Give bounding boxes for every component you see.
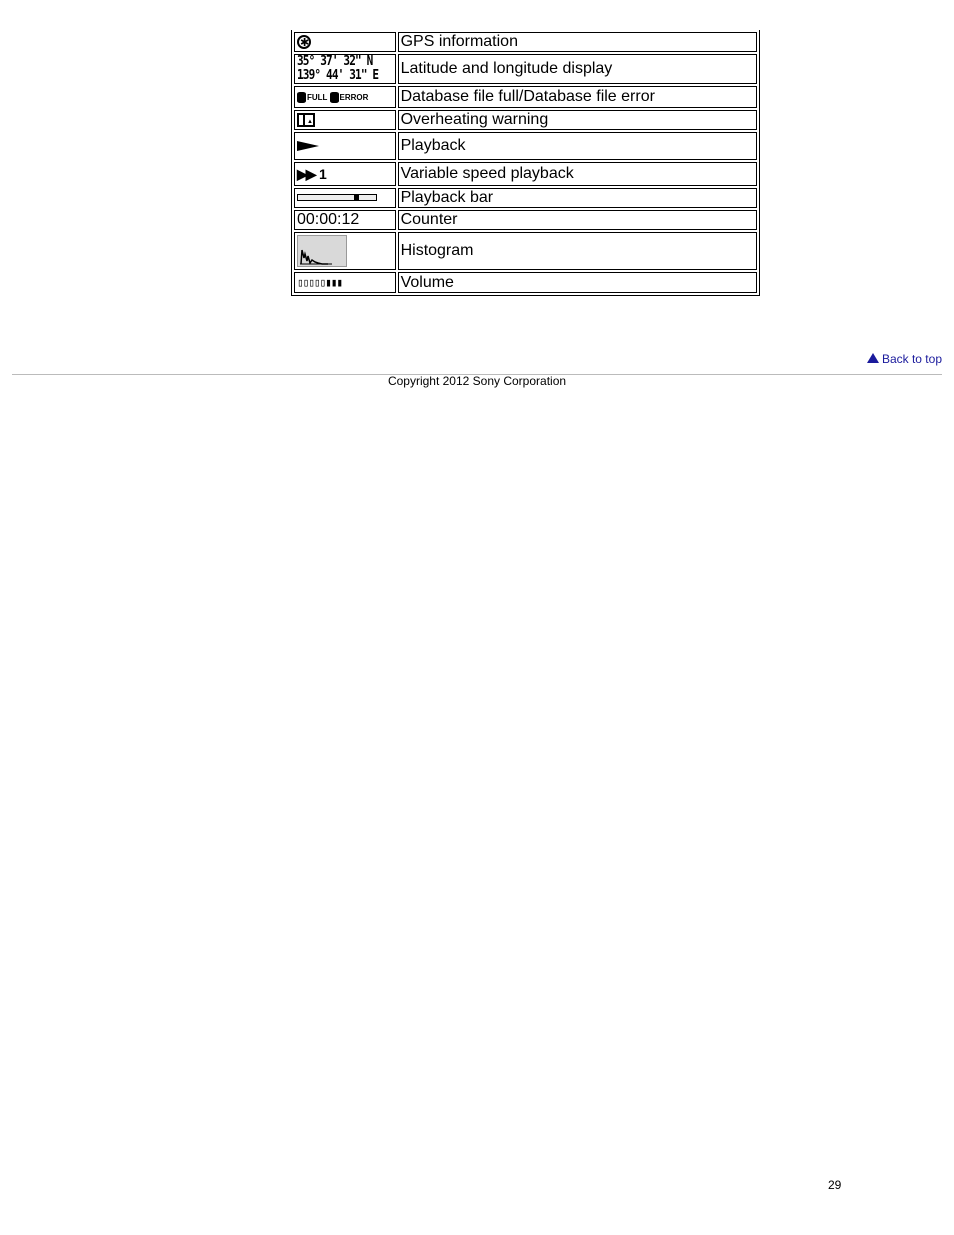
playback-bar-thumb xyxy=(354,194,359,201)
database-icon xyxy=(330,92,339,103)
copyright-label: Copyright 2012 Sony Corporation xyxy=(387,374,567,388)
icon-cell xyxy=(294,32,396,52)
icon-cell xyxy=(294,188,396,208)
icon-cell xyxy=(294,110,396,130)
icon-cell xyxy=(294,162,396,186)
counter-value: 00:00:12 xyxy=(294,210,396,230)
table-row xyxy=(294,162,757,186)
icon-cell xyxy=(294,132,396,160)
table-row xyxy=(294,32,757,52)
db-full-label: FULL xyxy=(307,93,328,102)
description-cell: Histogram xyxy=(398,232,757,270)
page-number: 29 xyxy=(828,1178,842,1192)
copyright-text xyxy=(0,374,954,388)
table-row xyxy=(294,110,757,130)
table-row xyxy=(294,210,757,230)
icon-table xyxy=(291,30,760,296)
speed-number: 1 xyxy=(319,165,325,182)
description-cell: GPS information xyxy=(398,32,757,52)
icon-cell xyxy=(294,86,396,108)
overheating-icon xyxy=(297,113,315,127)
volume-icon: ▯▯▯▯▯▮▮▮ xyxy=(297,276,342,289)
database-icon xyxy=(297,92,306,103)
description-cell: Variable speed playback xyxy=(398,162,757,186)
table-row xyxy=(294,132,757,160)
description-cell: Database file full/Database file error xyxy=(398,86,757,108)
variable-speed-icon: ▶▶ xyxy=(297,165,315,182)
icon-cell xyxy=(294,272,396,293)
table-row xyxy=(294,232,757,270)
gps-icon xyxy=(297,35,311,49)
table-row xyxy=(294,188,757,208)
database-icons xyxy=(297,93,368,102)
histogram-icon xyxy=(297,235,347,267)
table-row xyxy=(294,86,757,108)
table-row xyxy=(294,54,757,84)
table-row xyxy=(294,272,757,293)
description-cell: Latitude and longitude display xyxy=(398,54,757,84)
icon-cell xyxy=(294,54,396,84)
longitude-text: 139° 44' 31" E xyxy=(297,68,379,83)
back-to-top-label: Back to top xyxy=(881,352,942,366)
playback-bar-icon xyxy=(297,194,377,201)
db-error-label: ERROR xyxy=(339,93,369,102)
playback-icon xyxy=(297,141,319,151)
description-cell: Playback xyxy=(398,132,757,160)
latitude-text: 35° 37' 32" N xyxy=(297,54,373,69)
back-to-top-link[interactable] xyxy=(867,352,942,366)
up-arrow-icon xyxy=(867,353,879,363)
icon-cell xyxy=(294,232,396,270)
description-cell: Playback bar xyxy=(398,188,757,208)
description-cell: Overheating warning xyxy=(398,110,757,130)
description-cell: Volume xyxy=(398,272,757,293)
description-cell: Counter xyxy=(398,210,757,230)
